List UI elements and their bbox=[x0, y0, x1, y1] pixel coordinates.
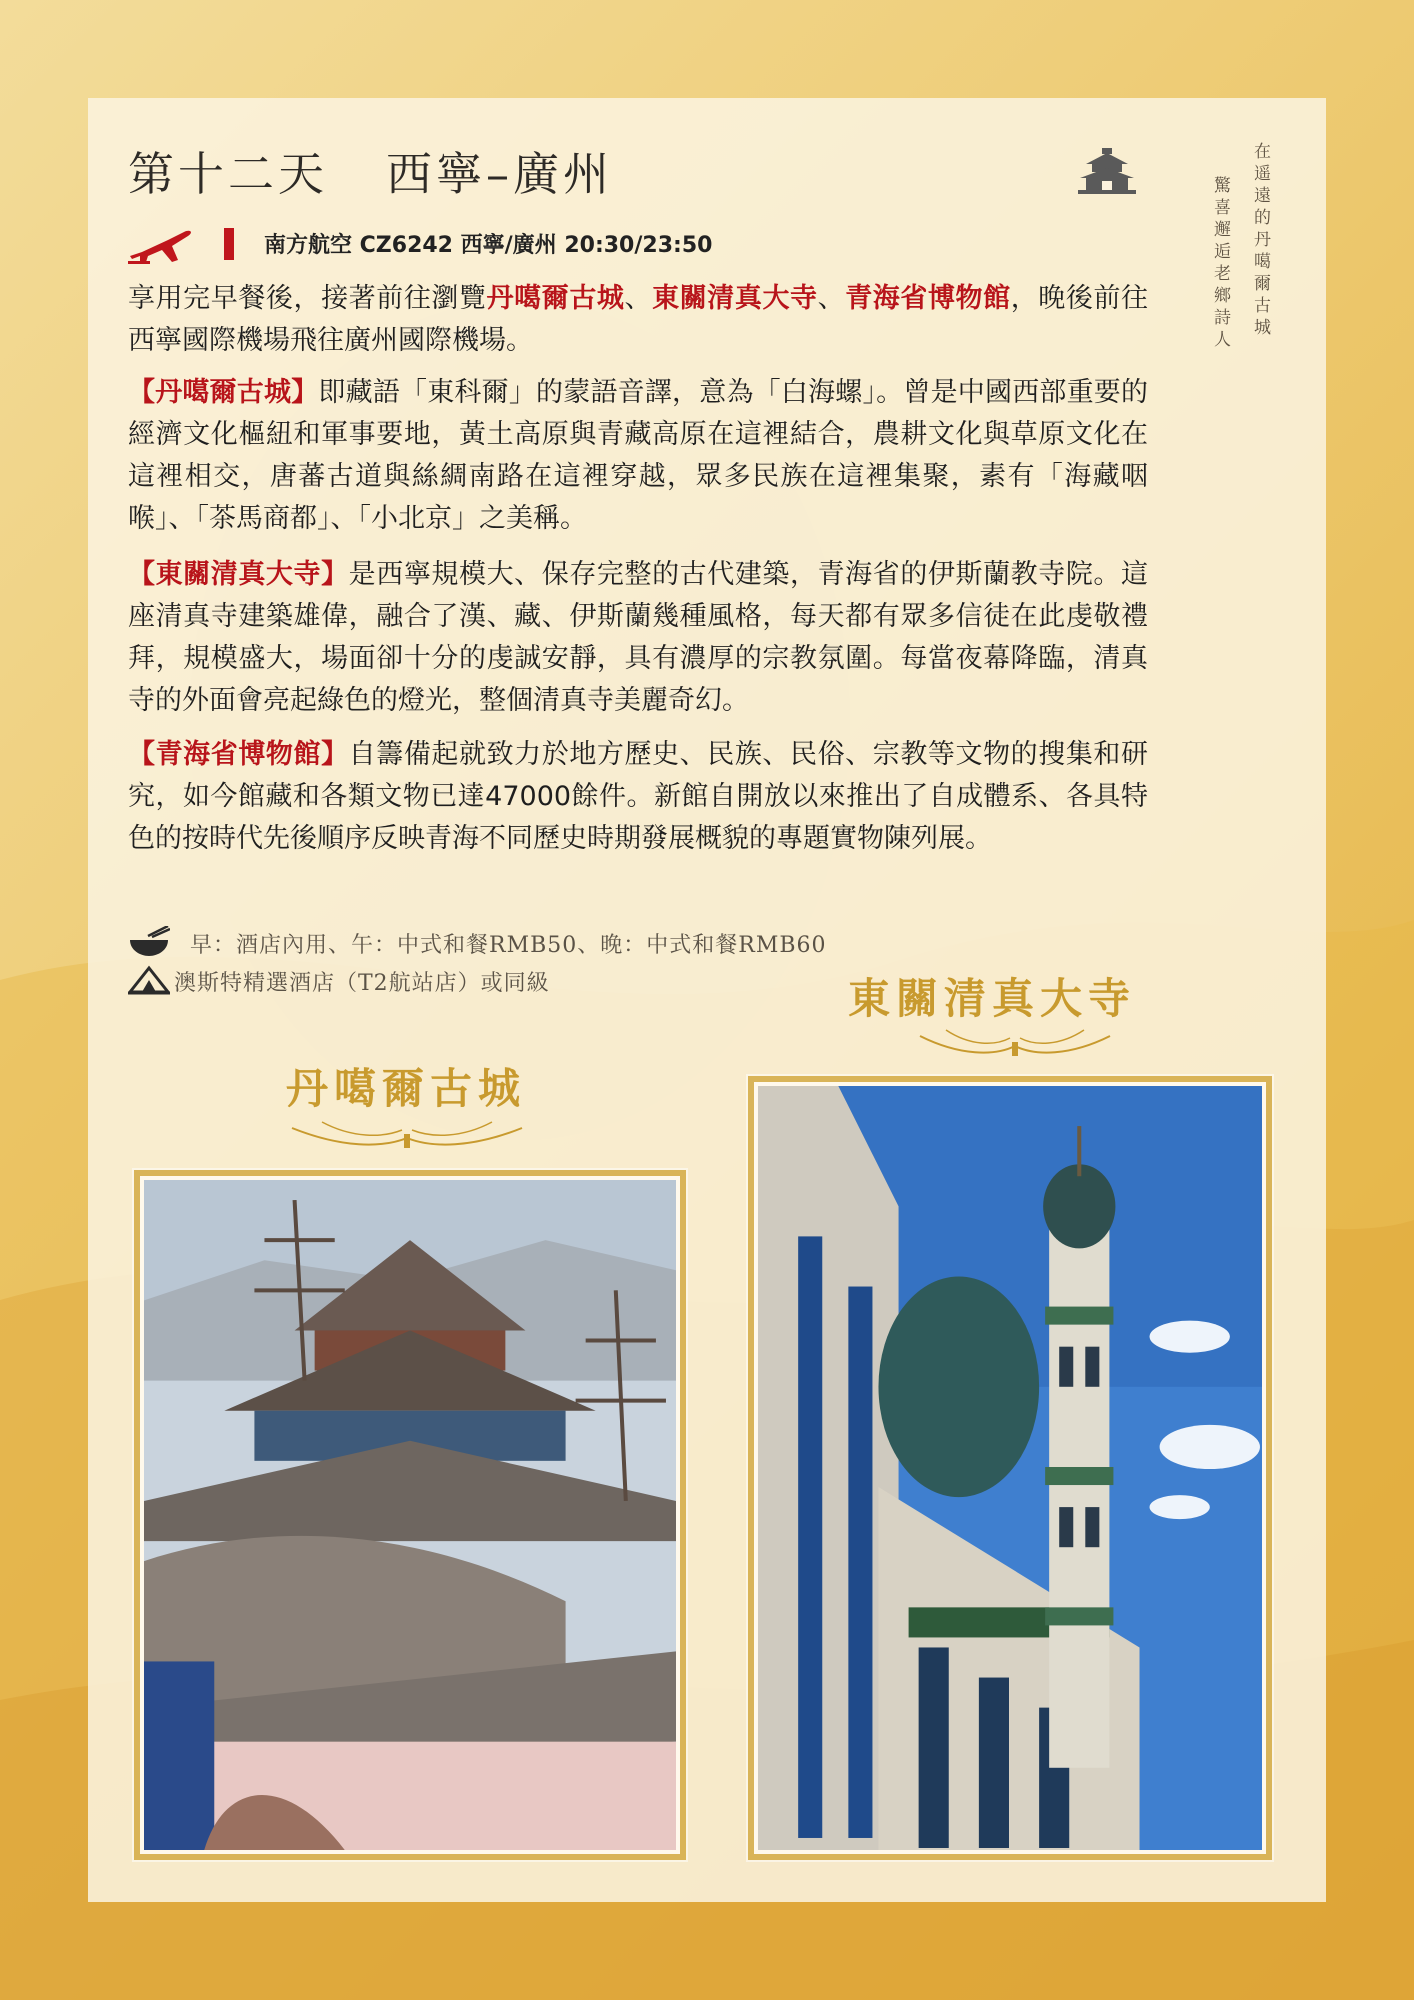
section-mosque bbox=[128, 554, 1148, 722]
rice-bowl-icon bbox=[128, 926, 170, 958]
vertical-caption-line1: 在遥遠的丹噶爾古城 bbox=[1250, 142, 1270, 340]
flight-text: 南方航空 CZ6242 西寧/廣州 20:30/23:50 bbox=[264, 233, 713, 258]
intro-spot-museum: 青海省博物館 bbox=[845, 283, 1011, 314]
pagoda-icon bbox=[1078, 148, 1136, 194]
meal-text: 早：酒店內用、午：中式和餐RMB50、晚：中式和餐RMB60 bbox=[190, 933, 827, 958]
photo-dongguan-mosque bbox=[748, 1076, 1272, 1860]
airplane-icon bbox=[128, 226, 194, 264]
tent-icon bbox=[128, 964, 170, 996]
intro-text-2: ，晚後前往西寧國際機場飛往廣州國際機場。 bbox=[128, 283, 1149, 356]
section-body: 即藏語「東科爾」的蒙語音譯，意為「白海螺」。曾是中國西部重要的經濟文化樞紐和軍事要地，黃土高原與青藏高原在這裡結合，農耕文化與草原文化在這裡相交，唐蕃古道與絲綢南路在這裡穿越，眾多民族在這裡集聚，素有「海藏咽喉」、「茶馬商都」、「小北京」之美稱。 bbox=[128, 377, 1149, 534]
photo-danga-ancient-town bbox=[134, 1170, 686, 1860]
flourish-ornament bbox=[282, 1108, 532, 1158]
page-title bbox=[128, 138, 613, 204]
vertical-caption-line2: 驚喜邂逅老鄉詩人 bbox=[1210, 176, 1230, 352]
flourish-ornament bbox=[910, 1018, 1120, 1068]
intro-sep-2: 、 bbox=[817, 283, 846, 314]
intro-paragraph bbox=[128, 278, 1148, 362]
section-heading: 【東關清真大寺】 bbox=[128, 559, 349, 590]
intro-spot-danga: 丹噶爾古城 bbox=[486, 283, 625, 314]
mosque-illustration bbox=[758, 1086, 1262, 1850]
intro-text-1: 享用完早餐後，接著前往瀏覽 bbox=[128, 283, 487, 314]
section-museum bbox=[128, 734, 1148, 860]
section-heading: 【青海省博物館】 bbox=[128, 739, 349, 770]
photo-title-mosque: 東關清真大寺 bbox=[848, 974, 1137, 1023]
intro-spot-mosque: 東關清真大寺 bbox=[652, 283, 818, 314]
temple-roof-illustration bbox=[144, 1180, 676, 1850]
section-body: 是西寧規模大、保存完整的古代建築，青海省的伊斯蘭教寺院。這座清真寺建築雄偉，融合了漢、藏、伊斯蘭幾種風格，每天都有眾多信徒在此虔敬禮拜，規模盛大，場面卻十分的虔誠安靜，具有濃厚的宗教氛圍。每當夜幕降臨，清真寺的外面會亮起綠色的燈光，整個清真寺美麗奇幻。 bbox=[128, 559, 1149, 716]
section-body: 自籌備起就致力於地方歷史、民族、民俗、宗教等文物的搜集和研究，如今館藏和各類文物已達47000餘件。新館自開放以來推出了自成體系、各具特色的按時代先後順序反映青海不同歷史時期發展概貌的專題實物陳列展。 bbox=[128, 739, 1149, 854]
flight-divider bbox=[224, 228, 234, 260]
route-label: 西寧–廣州 bbox=[386, 147, 613, 201]
section-danga bbox=[128, 372, 1148, 540]
section-heading: 【丹噶爾古城】 bbox=[128, 377, 319, 408]
intro-sep-1: 、 bbox=[624, 283, 653, 314]
day-label: 第十二天 bbox=[128, 147, 328, 201]
hotel-text: 澳斯特精選酒店（T2航站店）或同級 bbox=[174, 971, 550, 996]
photo-title-danga: 丹噶爾古城 bbox=[286, 1064, 527, 1113]
